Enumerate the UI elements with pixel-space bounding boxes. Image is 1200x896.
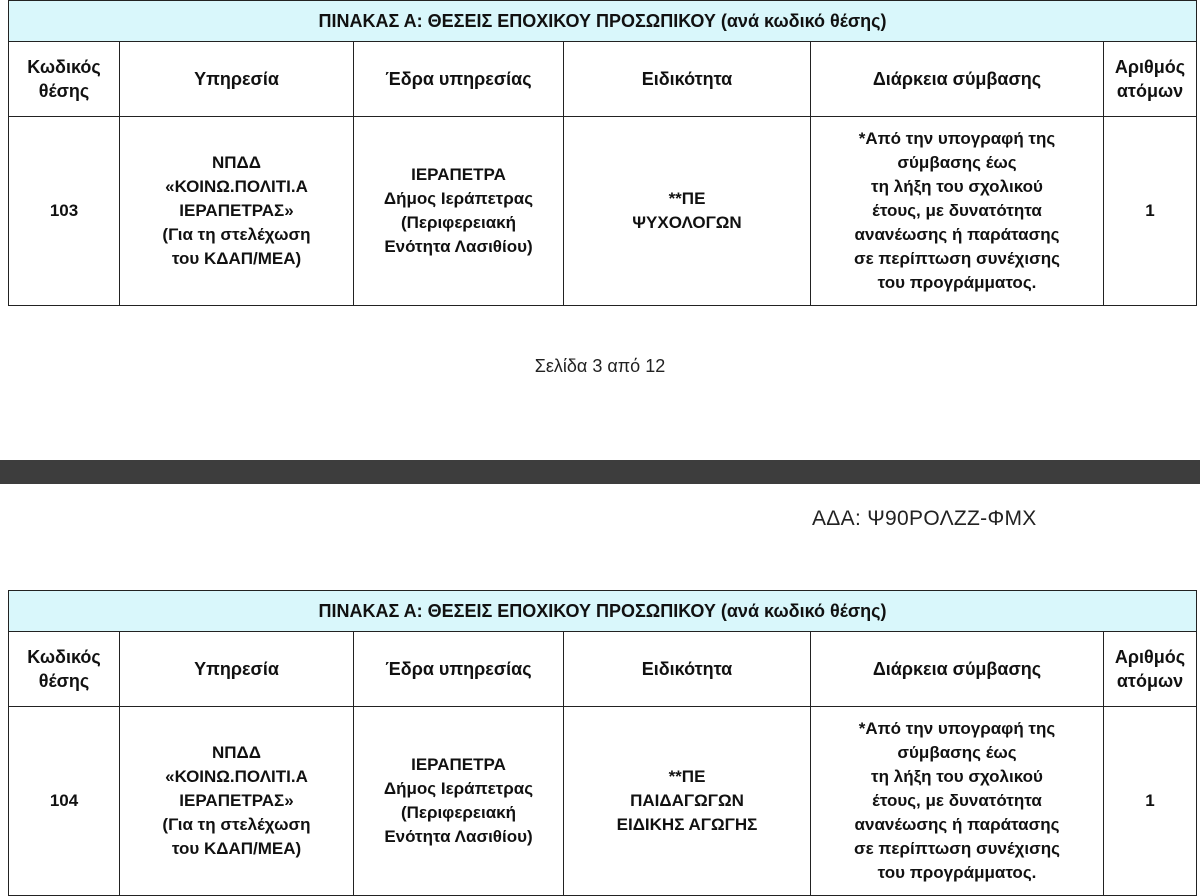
ada-code: ΑΔΑ: Ψ90ΡΟΛΖΖ-ΦΜΧ [812,507,1037,530]
header-service: Υπηρεσία [120,632,354,707]
table-title: ΠΙΝΑΚΑΣ Α: ΘΕΣΕΙΣ ΕΠΟΧΙΚΟΥ ΠΡΟΣΩΠΙΚΟΥ (ανά κωδικό θέσης) [9,1,1197,42]
page-separator [0,460,1200,484]
positions-table [8,0,1197,306]
table-header-row [9,42,1197,117]
header-code: Κωδικός θέσης [9,632,120,707]
header-specialty: Ειδικότητα [564,42,811,117]
cell-service: ΝΠΔΔ «ΚΟΙΝΩ.ΠΟΛΙΤΙ.Α ΙΕΡΑΠΕΤΡΑΣ» (Για τη στελέχωση του ΚΔΑΠ/ΜΕΑ) [120,707,354,896]
cell-count: 1 [1104,707,1197,896]
header-seat: Έδρα υπηρεσίας [354,632,564,707]
header-code: Κωδικός θέσης [9,42,120,117]
cell-specialty: **ΠΕ ΠΑΙΔΑΓΩΓΩΝ ΕΙΔΙΚΗΣ ΑΓΩΓΗΣ [564,707,811,896]
cell-service: ΝΠΔΔ «ΚΟΙΝΩ.ΠΟΛΙΤΙ.Α ΙΕΡΑΠΕΤΡΑΣ» (Για τη στελέχωση του ΚΔΑΠ/ΜΕΑ) [120,117,354,306]
cell-count: 1 [1104,117,1197,306]
cell-seat: ΙΕΡΑΠΕΤΡΑ Δήμος Ιεράπετρας (Περιφερειακή Ενότητα Λασιθίου) [354,117,564,306]
table-row [9,117,1197,306]
cell-seat: ΙΕΡΑΠΕΤΡΑ Δήμος Ιεράπετρας (Περιφερειακή Ενότητα Λασιθίου) [354,707,564,896]
header-seat: Έδρα υπηρεσίας [354,42,564,117]
header-count: Αριθμός ατόμων [1104,42,1197,117]
header-count: Αριθμός ατόμων [1104,632,1197,707]
cell-duration: *Από την υπογραφή της σύμβασης έως τη λήξη του σχολικού έτους, με δυνατότητα ανανέωσης ή παράτασης σε περίπτωση συνέχισης του προγράμματος. [811,707,1104,896]
cell-duration: *Από την υπογραφή της σύμβασης έως τη λήξη του σχολικού έτους, με δυνατότητα ανανέωσης ή παράτασης σε περίπτωση συνέχισης του προγράμματος. [811,117,1104,306]
header-service: Υπηρεσία [120,42,354,117]
header-duration: Διάρκεια σύμβασης [811,632,1104,707]
cell-code: 103 [9,117,120,306]
table-header-row [9,632,1197,707]
cell-specialty: **ΠΕ ΨΥΧΟΛΟΓΩΝ [564,117,811,306]
cell-code: 104 [9,707,120,896]
table-row [9,707,1197,896]
positions-table [8,590,1197,896]
header-specialty: Ειδικότητα [564,632,811,707]
header-duration: Διάρκεια σύμβασης [811,42,1104,117]
page-number: Σελίδα 3 από 12 [534,356,666,376]
table-title: ΠΙΝΑΚΑΣ Α: ΘΕΣΕΙΣ ΕΠΟΧΙΚΟΥ ΠΡΟΣΩΠΙΚΟΥ (ανά κωδικό θέσης) [9,591,1197,632]
